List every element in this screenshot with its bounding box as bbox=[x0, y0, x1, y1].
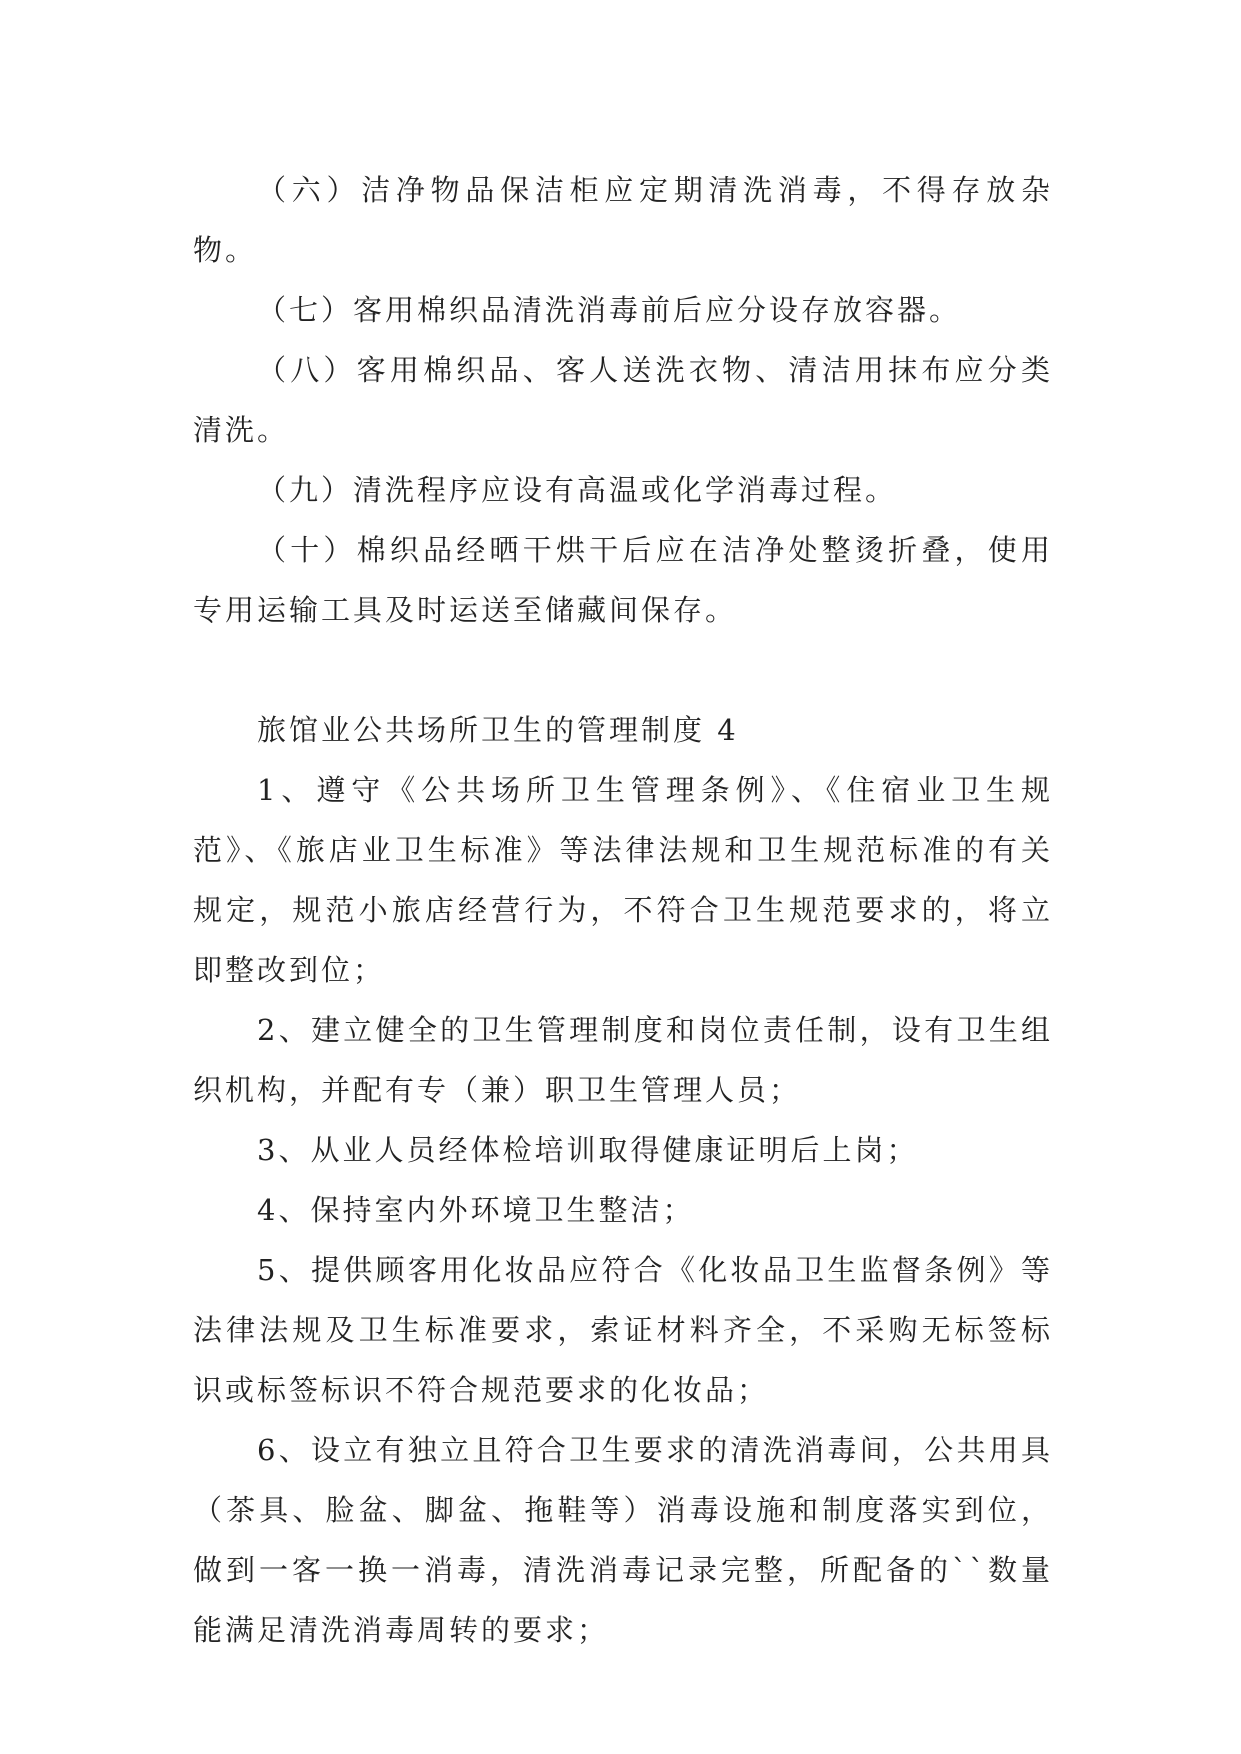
paragraph-item-6: （六）洁净物品保洁柜应定期清洗消毒，不得存放杂物。 bbox=[193, 173, 1053, 267]
rule-item-2: 2、建立健全的卫生管理制度和岗位责任制，设有卫生组织机构，并配有专（兼）职卫生管理人员； bbox=[193, 1013, 1053, 1107]
paragraph-item-7: （七）客用棉织品清洗消毒前后应分设存放容器。 bbox=[257, 293, 962, 327]
paragraph-item-8: （八）客用棉织品、客人送洗衣物、清洁用抹布应分类清洗。 bbox=[193, 353, 1053, 447]
rule-item-1: 1、遵守《公共场所卫生管理条例》、《住宿业卫生规范》、《旅店业卫生标准》等法律法规和卫生规范标准的有关规定，规范小旅店经营行为，不符合卫生规范要求的，将立即整改到位； bbox=[193, 773, 1053, 987]
section-title: 旅馆业公共场所卫生的管理制度 4 bbox=[257, 713, 739, 747]
paragraph-item-10: （十）棉织品经晒干烘干后应在洁净处整烫折叠，使用专用运输工具及时运送至储藏间保存。 bbox=[193, 533, 1053, 627]
rule-item-3: 3、从业人员经体检培训取得健康证明后上岗； bbox=[257, 1133, 919, 1167]
document-body bbox=[193, 160, 1053, 1660]
rule-item-4: 4、保持室内外环境卫生整洁； bbox=[257, 1193, 695, 1227]
paragraph-item-9: （九）清洗程序应设有高温或化学消毒过程。 bbox=[257, 473, 898, 507]
rule-item-5: 5、提供顾客用化妆品应符合《化妆品卫生监督条例》等法律法规及卫生标准要求，索证材料齐全，不采购无标签标识或标签标识不符合规范要求的化妆品； bbox=[193, 1253, 1053, 1407]
rule-item-6: 6、设立有独立且符合卫生要求的清洗消毒间，公共用具（茶具、脸盆、脚盆、拖鞋等）消毒设施和制度落实到位，做到一客一换一消毒，清洗消毒记录完整，所配备的``数量能满足清洗消毒周转的要求； bbox=[193, 1433, 1053, 1647]
